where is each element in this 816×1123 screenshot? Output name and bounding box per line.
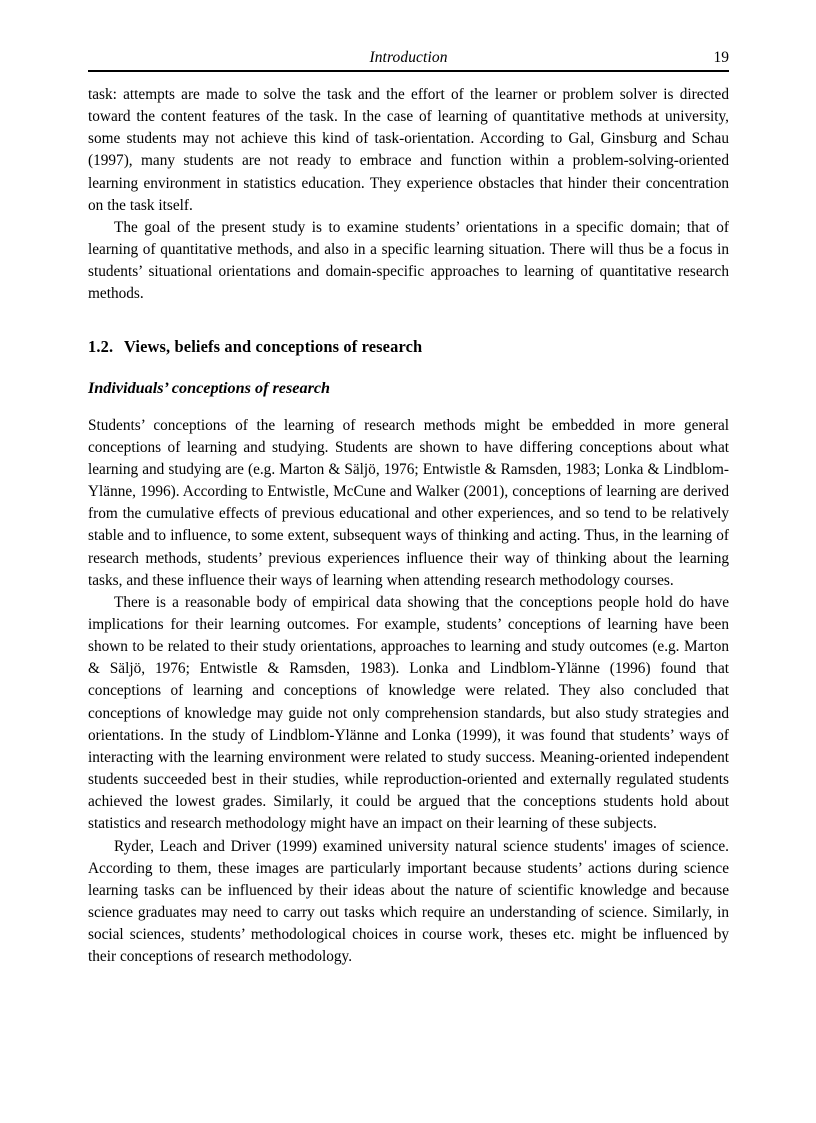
spacer [88,399,729,415]
page-content [88,48,729,968]
section-heading [88,336,729,358]
running-head-title: Introduction [369,49,448,66]
running-head [88,48,729,70]
paragraph: Ryder, Leach and Driver (1999) examined university natural science students' images of science. According to them, these images are particularly important because students’ actions during science learning tasks can be influenced by their ideas about the nature of scientific knowledge and because science graduates may need to carry out tasks which require an understanding of science. Similarly, in social sciences, students’ methodological choices in course work, theses etc. might be influenced by their conceptions of research methodology. [88,837,729,966]
paragraph: There is a reasonable body of empirical data showing that the conceptions people hold do have implications for their learning outcomes. For example, students’ conceptions of learning have been shown to be related to their study orientations, approaches to learning and study outcomes (e.g. Marton & Säljö, 1976; Entwistle & Ramsden, 1983). Lonka and Lindblom-Ylänne (1996) found that conceptions of learning and conceptions of knowledge were related. They also concluded that conceptions of knowledge may guide not only comprehension standards, but also study strategies and orientations. In the study of Lindblom-Ylänne and Lonka (1999), it was found that students’ ways of interacting with the learning environment were related to study success. Meaning-oriented independent students succeeded best in their studies, while reproduction-oriented and externally regulated students achieved the lowest grades. Similarly, it could be argued that the conceptions students hold about statistics and research methodology might have an impact on their learning of these subjects. [88,593,729,833]
paragraph: The goal of the present study is to examine students’ orientations in a specific domain; that of learning of quantitative methods, and also in a specific learning situation. There will thus be a focus in students’ situational orientations and domain-specific approaches to learning of quantitative research methods. [88,218,729,303]
section-title: Views, beliefs and conceptions of research [124,336,423,356]
section-number: 1.2. [88,336,114,356]
intro-paragraph-group [88,84,729,306]
section-paragraph-group [88,415,729,969]
paragraph: task: attempts are made to solve the task and the effort of the learner or problem solver is directed toward the content features of the task. In the case of learning of quantitative methods at university, some students may not achieve this kind of task-orientation. According to Gal, Ginsburg and Schau (1997), many students are not ready to embrace and function within a problem-solving-oriented learning environment in statistics education. They experience obstacles that hinder their concentration on the task itself. [88,86,729,214]
spacer [88,358,729,377]
subsection-heading: Individuals’ conceptions of research [88,378,331,397]
spacer [88,306,729,336]
page-number: 19 [713,49,729,66]
paragraph: Students’ conceptions of the learning of research methods might be embedded in more general conceptions of learning and studying. Students are shown to have differing conceptions about what learning and studying are (e.g. Marton & Säljö, 1976; Entwistle & Ramsden, 1983; Lonka & Lindblom-Ylänne, 1996). According to Entwistle, McCune and Walker (2001), conceptions of learning are derived from the cumulative effects of previous educational and other experiences, and so tend to be relatively stable and to influence, to some extent, subsequent ways of thinking and acting. Thus, in the learning of research methods, students’ previous experiences influence their way of thinking about the learning tasks, and these influence their ways of learning when attending research methodology courses. [88,416,729,589]
header-rule [88,70,729,72]
